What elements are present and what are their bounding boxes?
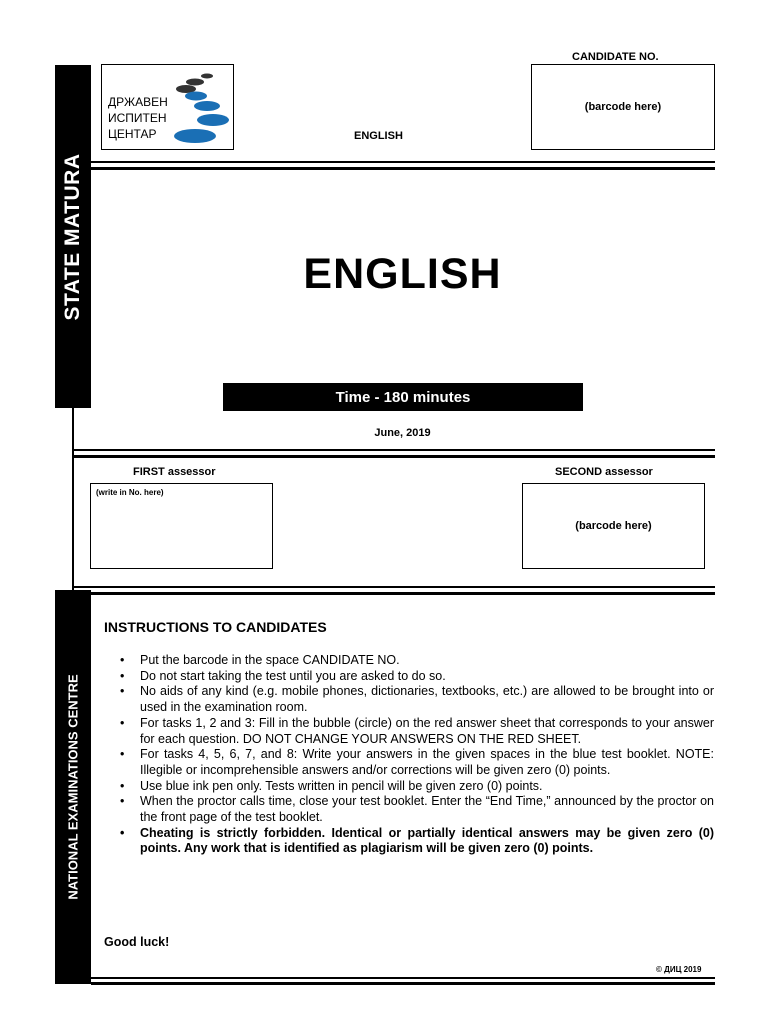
bullet-icon: • [120, 747, 125, 762]
second-assessor-label: SECOND assessor [555, 466, 653, 478]
candidate-barcode-placeholder: (barcode here) [584, 101, 662, 113]
instruction-text: For tasks 1, 2 and 3: Fill in the bubble (circle) on the red answer sheet that corresponds to your answer for each question. DO NOT CHANGE YOUR ANSWERS ON THE RED SHEET. [140, 715, 714, 746]
bullet-icon: • [120, 825, 125, 840]
page-title: ENGLISH [303, 250, 502, 298]
candidate-no-label: CANDIDATE NO. [572, 51, 659, 63]
time-text: Time - 180 minutes [335, 388, 471, 406]
exam-date: June, 2019 [374, 427, 431, 439]
bullet-icon: • [120, 684, 125, 699]
instructions-heading: INSTRUCTIONS TO CANDIDATES [104, 619, 327, 635]
header-subject: ENGLISH [354, 130, 403, 142]
logo-line-2: ИСПИТЕН [108, 111, 167, 125]
logo [101, 64, 234, 150]
list-item [118, 653, 714, 669]
sidebar-title: STATE MATURA [61, 153, 84, 320]
copyright: © ДИЦ 2019 [656, 965, 702, 974]
divider [74, 586, 715, 588]
list-item [118, 747, 714, 778]
first-assessor-box[interactable] [90, 483, 273, 569]
candidate-barcode-box[interactable] [531, 64, 715, 150]
second-assessor-placeholder: (barcode here) [575, 520, 652, 532]
logo-line-3: ЦЕНТАР [108, 127, 157, 141]
instruction-text: When the proctor calls time, close your test booklet. Enter the “End Time,” announced by the proctor on the front page of the test booklet. [140, 794, 714, 825]
list-item [118, 826, 714, 857]
divider [91, 592, 715, 595]
divider [91, 161, 715, 163]
first-assessor-label: FIRST assessor [133, 466, 216, 478]
divider [74, 449, 715, 451]
instruction-text: Use blue ink pen only. Tests written in pencil will be given zero (0) points. [140, 778, 543, 793]
list-item [118, 669, 714, 685]
divider [74, 455, 715, 458]
time-banner [223, 383, 583, 411]
bullet-icon: • [120, 653, 125, 667]
logo-line-1: ДРЖАВЕН [108, 95, 168, 109]
instruction-text: For tasks 4, 5, 6, 7, and 8: Write your answers in the given spaces in the blue test booklet. NOTE: Illegible or incomprehensible answers and/or corrections will be given zero (0) points. [140, 747, 714, 777]
sidebar-national-exam-centre [55, 590, 91, 984]
list-item [118, 779, 714, 795]
sidebar-state-matura [55, 65, 91, 408]
instruction-text: Cheating is strictly forbidden. Identical or partially identical answers may be given zero (0) points. Any work that is identified as plagiarism will be given zero (0) points. [140, 825, 714, 856]
bullet-icon: • [120, 794, 125, 809]
bullet-icon: • [120, 668, 125, 683]
divider [91, 167, 715, 170]
sidebar-subtitle: NATIONAL EXAMINATIONS CENTRE [65, 674, 81, 900]
bullet-icon: • [120, 715, 125, 730]
closing-text: Good luck! [104, 935, 170, 949]
divider [91, 977, 715, 979]
list-item [118, 716, 714, 747]
list-item [118, 794, 714, 825]
instruction-text: Put the barcode in the space CANDIDATE NO. [140, 653, 400, 667]
second-assessor-box[interactable] [522, 483, 705, 569]
first-assessor-note: (write in No. here) [96, 488, 164, 497]
instruction-text: No aids of any kind (e.g. mobile phones, dictionaries, textbooks, etc.) are allowed to be brought into or used in the examination room. [140, 684, 714, 715]
instruction-text: Do not start taking the test until you are asked to do so. [140, 668, 446, 683]
instructions-list [118, 653, 714, 857]
bullet-icon: • [120, 778, 125, 793]
divider [91, 982, 715, 985]
list-item [118, 684, 714, 715]
